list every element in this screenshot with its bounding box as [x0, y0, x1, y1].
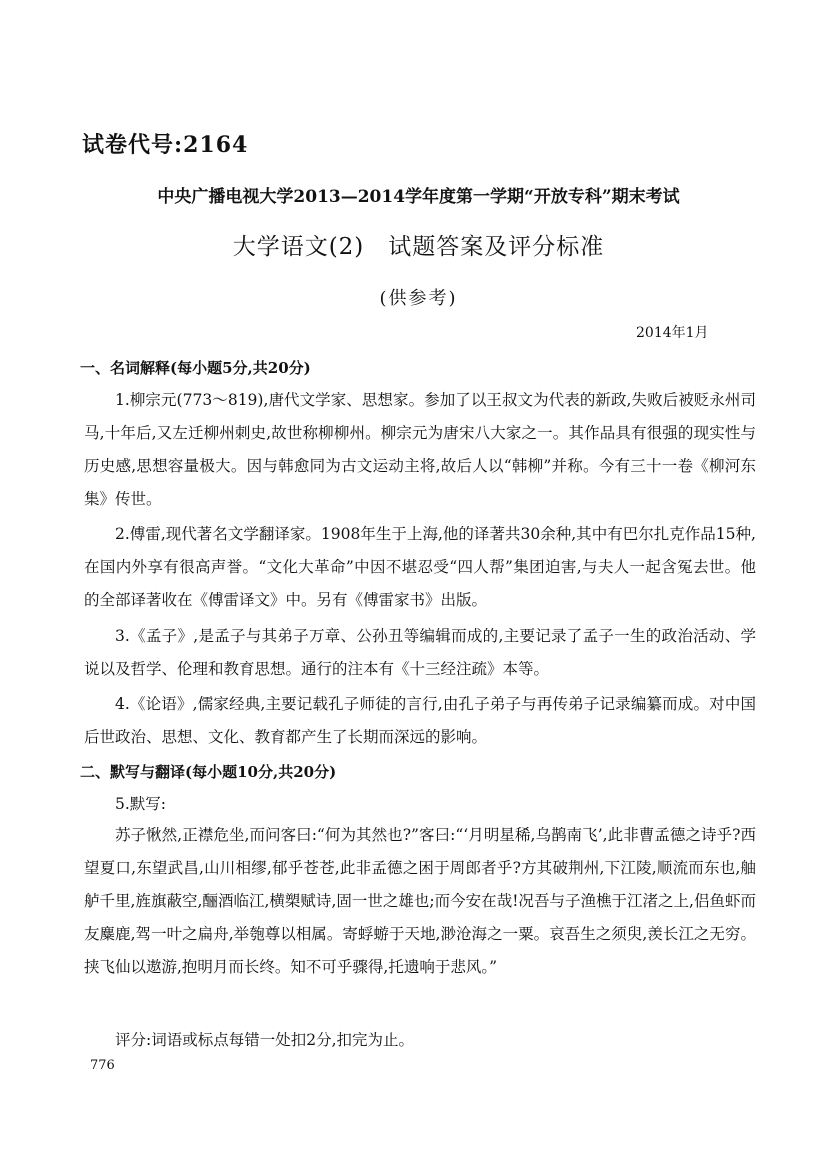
page-number: 776	[90, 1058, 115, 1073]
paper-code: 试卷代号:2164	[82, 132, 249, 158]
section2-heading: 二、默写与翻译(每小题10分,共20分)	[80, 763, 337, 781]
exam-name: 中央广播电视大学2013—2014学年度第一学期“开放专科”期末考试	[157, 187, 680, 207]
recitation-passage: 苏子愀然,正襟危坐,而问客曰:“何为其然也?”客曰:“‘月明星稀,乌鹊南飞’,此非曹孟德之诗乎?西望夏口,东望武昌,山川相缪,郁乎苍苍,此非孟德之困于周郎者乎?方其破荆州,下江陵,顺流而东也,舳舻千里,旌旗蔽空,酾酒临江,横槊赋诗,固一世之雄也;而今安在哉!况吾与子渔樵于江渚之上,侣鱼虾而友麋鹿,驾一叶之扁舟,举匏尊以相属。寄蜉蝣于天地,渺沧海之一粟。哀吾生之须臾,羡长江之无穷。挟飞仙以遨游,抱明月而长终。知不可乎骤得,托遗响于悲风。”	[84, 826, 756, 976]
exam-date: 2014年1月	[636, 325, 709, 341]
answer-item-1: 1.柳宗元(773～819),唐代文学家、思想家。参加了以王叔文为代表的新政,失败后被贬永州司马,十年后,又左迁柳州刺史,故世称柳柳州。柳宗元为唐宋八大家之一。其作品具有很强的现实性与历史感,思想容量极大。因与韩愈同为古文运动主将,故后人以“韩柳”并称。今有三十一卷《柳河东集》传世。	[84, 391, 756, 508]
reference-note: (供参考)	[379, 288, 458, 309]
section1-heading: 一、名词解释(每小题5分,共20分)	[80, 359, 311, 377]
answer-item-3: 3.《孟子》,是孟子与其弟子万章、公孙丑等编辑而成的,主要记录了孟子一生的政治活动、学说以及哲学、伦理和教育思想。通行的注本有《十三经注疏》本等。	[84, 627, 756, 678]
page-title: 大学语文(2) 试题答案及评分标准	[232, 234, 605, 260]
answer-item-4: 4.《论语》,儒家经典,主要记载孔子师徒的言行,由孔子弟子与再传弟子记录编纂而成。对中国后世政治、思想、文化、教育都产生了长期而深远的影响。	[84, 695, 756, 746]
answer-item-2: 2.傅雷,现代著名文学翻译家。1908年生于上海,他的译著共30余种,其中有巴尔扎克作品15种,在国内外享有很高声誉。“文化大革命”中因不堪忍受“四人帮”集团迫害,与夫人一起含冤去世。他的全部译著收在《傅雷译文》中。另有《傅雷家书》出版。	[84, 525, 756, 609]
item5-label: 5.默写:	[115, 795, 167, 813]
scoring-rule: 评分:词语或标点每错一处扣2分,扣完为止。	[115, 1031, 415, 1049]
